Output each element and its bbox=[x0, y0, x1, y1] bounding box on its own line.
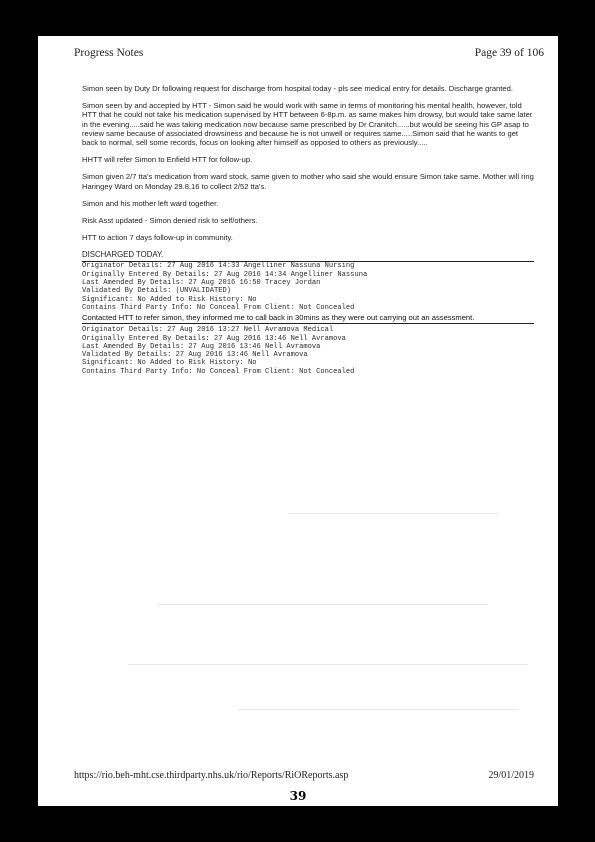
originator-details: Originator Details: 27 Aug 2016 13:27 Nell Avramova Medical bbox=[82, 326, 334, 335]
document-page bbox=[38, 36, 558, 806]
entry-2-metadata bbox=[82, 326, 534, 376]
bleed-through-line bbox=[238, 709, 518, 710]
last-amended-details: Last Amended By Details: 27 Aug 2016 16:50 Tracey Jordan bbox=[82, 279, 321, 288]
divider bbox=[82, 323, 534, 324]
originally-entered-details: Originally Entered By Details: 27 Aug 2016 14:34 Angelliner Nassuna bbox=[82, 270, 368, 279]
footer-url-link[interactable]: https://rio.beh-mht.cse.thirdparty.nhs.uk/rio/Reports/RiOReports.asp bbox=[74, 770, 349, 781]
third-party-details: Contains Third Party Info: No Conceal From Client: Not Concealed bbox=[82, 303, 355, 312]
entry-1-note: Contacted HTT to refer simon, they informed me to call back in 30mins as they were out carrying out an assessment. bbox=[82, 313, 475, 323]
validated-details: Validated By Details: 27 Aug 2016 13:46 Nell Avramova bbox=[82, 351, 308, 360]
validated-details: Validated By Details: (UNVALIDATED) bbox=[82, 287, 231, 296]
significant-details: Significant: No Added to Risk History: No bbox=[82, 295, 257, 304]
last-amended-details: Last Amended By Details: 27 Aug 2016 13:46 Nell Avramova bbox=[82, 342, 321, 351]
paragraph-2: Simon seen by and accepted by HTT - Simon said he would work with same in terms of monitoring his mental health, however, told HTT that he could not take his medication supervised by HTT between 6-8p.m. as same makes him drowsy, but would take same later in the evening.....said he was taking medication now because same prescribed by Dr Cranitch......but would be seeing his GP asap to review same because of associated drowsiness and because he is not unwell or requires same.....Simon said that he wants to get back to normal, sell some records, focus on looking after himself as opposed to others as previously..... bbox=[82, 101, 533, 148]
header-title: Progress Notes bbox=[74, 47, 144, 59]
bleed-through-line bbox=[128, 664, 528, 665]
paragraph-1: Simon seen by Duty Dr following request for discharge from hospital today - pls see medical entry for details. Discharge granted. bbox=[82, 84, 513, 93]
paragraph-3: HHTT will refer Simon to Enfield HTT for follow-up. bbox=[82, 155, 253, 165]
header-page-count: Page 39 of 106 bbox=[474, 47, 544, 59]
paragraph-6: Risk Asst updated - Simon denied risk to self/others. bbox=[82, 216, 258, 226]
paragraph-7: HTT to action 7 days follow-up in community. bbox=[82, 233, 233, 243]
footer-date: 29/01/2019 bbox=[488, 770, 534, 781]
originator-details: Originator Details: 27 Aug 2016 14:33 Angelliner Nassuna Nursing bbox=[82, 262, 355, 271]
discharged-heading: DISCHARGED TODAY. bbox=[82, 250, 164, 260]
bleed-through-line bbox=[288, 513, 498, 514]
bleed-through-line bbox=[158, 604, 488, 605]
originally-entered-details: Originally Entered By Details: 27 Aug 2016 13:46 Nell Avramova bbox=[82, 334, 346, 343]
note-content bbox=[82, 84, 534, 376]
paragraph-4: Simon given 2/7 tta's medication from ward stock, same given to mother who said she would ensure Simon take same. Mother will ring Haringey Ward on Monday 29.8.16 to collect 2/52 tta's. bbox=[82, 172, 534, 191]
paragraph-5: Simon and his mother left ward together. bbox=[82, 198, 219, 208]
page-number: 39 bbox=[289, 789, 307, 803]
significant-details: Significant: No Added to Risk History: No bbox=[82, 359, 257, 368]
entry-1-metadata bbox=[82, 262, 534, 312]
third-party-details: Contains Third Party Info: No Conceal From Client: Not Concealed bbox=[82, 367, 355, 376]
